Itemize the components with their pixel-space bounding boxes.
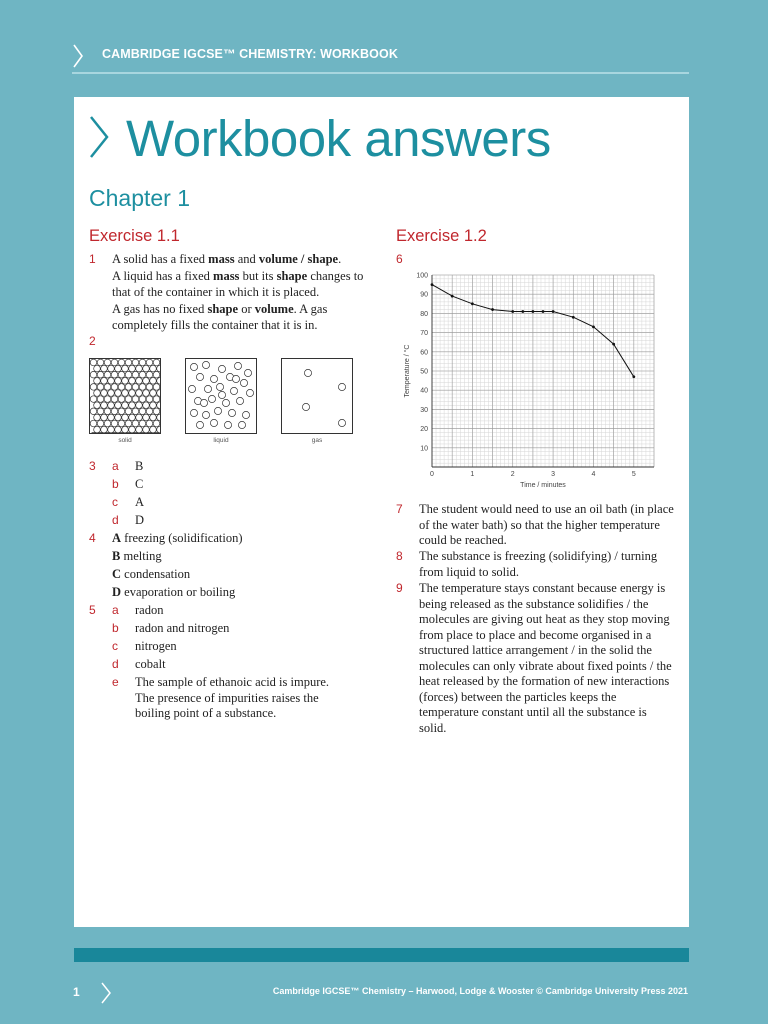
liquid-particle bbox=[200, 399, 207, 406]
solid-particle bbox=[122, 390, 129, 397]
solid-particle bbox=[125, 420, 132, 427]
q3d-answer: D bbox=[135, 513, 145, 527]
liquid-particle bbox=[222, 399, 229, 406]
solid-particle bbox=[90, 359, 97, 366]
solid-particle bbox=[146, 371, 153, 378]
q4-line-b: B melting bbox=[112, 549, 162, 563]
solid-particle bbox=[157, 402, 160, 409]
data-point bbox=[612, 343, 615, 346]
data-point bbox=[521, 310, 524, 313]
solid-particle bbox=[150, 365, 157, 372]
q3b-answer: C bbox=[135, 477, 144, 491]
q5b-answer: radon and nitrogen bbox=[135, 621, 230, 635]
y-tick-label: 90 bbox=[420, 291, 428, 299]
y-axis-label: Temperature / °C bbox=[404, 344, 411, 398]
liquid-particle bbox=[224, 421, 231, 428]
page-panel bbox=[74, 97, 689, 927]
solid-particle bbox=[94, 365, 101, 372]
chevron-right-icon bbox=[100, 982, 112, 1004]
solid-particle bbox=[118, 420, 125, 427]
liquid-particle bbox=[196, 421, 203, 428]
solid-particle bbox=[143, 402, 150, 409]
solid-particle bbox=[136, 402, 143, 409]
solid-particle bbox=[101, 365, 108, 372]
solid-particle bbox=[129, 402, 136, 409]
data-point bbox=[632, 375, 635, 378]
solid-particle bbox=[97, 396, 104, 403]
solid-particle bbox=[115, 378, 122, 385]
solid-particle bbox=[94, 426, 101, 433]
y-tick-label: 50 bbox=[420, 368, 428, 376]
solid-particle bbox=[122, 426, 129, 433]
solid-particle bbox=[118, 359, 125, 366]
solid-particle bbox=[125, 371, 132, 378]
solid-particle bbox=[108, 426, 115, 433]
solid-particle bbox=[136, 426, 143, 433]
solid-particle bbox=[97, 420, 104, 427]
solid-particle bbox=[104, 371, 111, 378]
q1-gas-line: A gas has no fixed shape or volume. A gas completely fills the container that it is in. bbox=[112, 302, 328, 332]
liquid-particle bbox=[202, 361, 209, 368]
solid-particle bbox=[118, 396, 125, 403]
solid-particle bbox=[143, 414, 150, 421]
liquid-particle bbox=[216, 383, 223, 390]
q5a-letter: a bbox=[112, 603, 119, 617]
solid-particle bbox=[115, 390, 122, 397]
solid-particle bbox=[97, 384, 104, 391]
solid-particle bbox=[129, 390, 136, 397]
solid-particle bbox=[90, 396, 97, 403]
solid-particle bbox=[157, 414, 160, 421]
q3a-answer: B bbox=[135, 459, 144, 473]
x-tick-label: 1 bbox=[470, 471, 475, 478]
q4-line-d: D evaporation or boiling bbox=[112, 585, 236, 599]
solid-particle bbox=[115, 426, 122, 433]
solid-particle bbox=[153, 396, 160, 403]
liquid-particle bbox=[204, 385, 211, 392]
solid-particle bbox=[157, 390, 160, 397]
solid-particle bbox=[150, 402, 157, 409]
solid-particle bbox=[139, 420, 146, 427]
solid-particle bbox=[125, 359, 132, 366]
data-point bbox=[451, 295, 454, 298]
liquid-particle bbox=[232, 375, 239, 382]
solid-particle bbox=[108, 402, 115, 409]
q9-number: 9 bbox=[396, 581, 403, 595]
y-tick-label: 20 bbox=[420, 426, 428, 434]
solid-particle bbox=[146, 384, 153, 391]
solid-particle bbox=[153, 420, 160, 427]
solid-particle bbox=[132, 371, 139, 378]
solid-particle bbox=[97, 408, 104, 415]
liquid-particle bbox=[210, 375, 217, 382]
solid-particle bbox=[104, 396, 111, 403]
running-header bbox=[72, 40, 689, 74]
liquid-particle bbox=[230, 387, 237, 394]
solid-particle bbox=[136, 378, 143, 385]
solid-particle bbox=[146, 359, 153, 366]
solid-particle bbox=[146, 396, 153, 403]
solid-particle bbox=[129, 426, 136, 433]
footer-credit: Cambridge IGCSE™ Chemistry – Harwood, Lodge & Wooster © Cambridge University Press 2021 bbox=[272, 986, 688, 996]
solid-particles bbox=[90, 359, 160, 433]
page-number: 1 bbox=[73, 985, 80, 999]
x-tick-label: 2 bbox=[510, 471, 515, 478]
liquid-particle bbox=[246, 389, 253, 396]
q4-line-a: A freezing (solidification) bbox=[112, 531, 243, 545]
q1-number: 1 bbox=[89, 252, 96, 266]
data-point bbox=[491, 308, 494, 311]
q3d-letter: d bbox=[112, 513, 119, 527]
gas-diagram bbox=[281, 358, 353, 434]
solid-particle bbox=[157, 426, 160, 433]
solid-particle bbox=[136, 390, 143, 397]
solid-particle bbox=[143, 378, 150, 385]
y-tick-label: 100 bbox=[416, 272, 428, 280]
solid-particle bbox=[108, 414, 115, 421]
solid-particle bbox=[111, 371, 118, 378]
solid-particle bbox=[139, 408, 146, 415]
solid-particle bbox=[153, 371, 160, 378]
q7-number: 7 bbox=[396, 502, 403, 516]
solid-particle bbox=[153, 384, 160, 391]
q3b-letter: b bbox=[112, 477, 119, 491]
solid-particle bbox=[146, 408, 153, 415]
solid-particle bbox=[90, 371, 97, 378]
solid-particle bbox=[108, 390, 115, 397]
solid-particle bbox=[129, 378, 136, 385]
q6-number: 6 bbox=[396, 252, 403, 266]
y-tick-label: 30 bbox=[420, 406, 428, 414]
solid-particle bbox=[101, 378, 108, 385]
data-point bbox=[542, 310, 545, 313]
solid-particle bbox=[115, 402, 122, 409]
solid-particle bbox=[115, 414, 122, 421]
liquid-particle bbox=[236, 397, 243, 404]
solid-particle bbox=[153, 408, 160, 415]
liquid-particle bbox=[228, 409, 235, 416]
q3-number: 3 bbox=[89, 459, 96, 473]
solid-particle bbox=[136, 365, 143, 372]
x-axis-label: Time / minutes bbox=[520, 482, 566, 489]
solid-particle bbox=[101, 390, 108, 397]
q5e-answer: The sample of ethanoic acid is impure. The presence of impurities raises the boiling point of a substance. bbox=[135, 675, 330, 720]
gas-particle bbox=[338, 383, 345, 390]
q3c-letter: c bbox=[112, 495, 118, 509]
gas-particle bbox=[338, 419, 345, 426]
gas-particles bbox=[282, 359, 352, 433]
data-point bbox=[532, 310, 535, 313]
liquid-particle bbox=[188, 385, 195, 392]
gas-particle bbox=[302, 403, 309, 410]
solid-particle bbox=[132, 408, 139, 415]
solid-particle bbox=[104, 408, 111, 415]
solid-particle bbox=[94, 378, 101, 385]
q5-number: 5 bbox=[89, 603, 96, 617]
solid-particle bbox=[132, 359, 139, 366]
liquid-particle bbox=[214, 407, 221, 414]
solid-particle bbox=[125, 408, 132, 415]
y-tick-label: 60 bbox=[420, 349, 428, 357]
q1-solid-line: A solid has a fixed mass and volume / shape. bbox=[112, 252, 342, 266]
solid-particle bbox=[118, 408, 125, 415]
solid-particle bbox=[143, 365, 150, 372]
q5a-answer: radon bbox=[135, 603, 164, 617]
q8-number: 8 bbox=[396, 549, 403, 563]
q5c-letter: c bbox=[112, 639, 118, 653]
solid-particle bbox=[118, 384, 125, 391]
q5e-letter: e bbox=[112, 675, 119, 689]
q4-number: 4 bbox=[89, 531, 96, 545]
solid-particle bbox=[90, 408, 97, 415]
liquid-particle bbox=[190, 363, 197, 370]
cooling-curve-chart bbox=[396, 267, 658, 492]
data-point bbox=[572, 316, 575, 319]
solid-particle bbox=[97, 359, 104, 366]
gas-particle bbox=[304, 369, 311, 376]
solid-particle bbox=[97, 371, 104, 378]
solid-particle bbox=[101, 426, 108, 433]
solid-particle bbox=[125, 396, 132, 403]
liquid-particle bbox=[208, 395, 215, 402]
y-tick-label: 10 bbox=[420, 445, 428, 453]
liquid-particle bbox=[196, 373, 203, 380]
gas-label: gas bbox=[311, 437, 323, 444]
liquid-particle bbox=[190, 409, 197, 416]
solid-particle bbox=[150, 378, 157, 385]
solid-particle bbox=[122, 365, 129, 372]
solid-particle bbox=[136, 414, 143, 421]
liquid-particle bbox=[218, 391, 225, 398]
x-tick-label: 5 bbox=[631, 471, 636, 478]
solid-particle bbox=[132, 420, 139, 427]
solid-particle bbox=[139, 384, 146, 391]
x-tick-label: 4 bbox=[591, 471, 596, 478]
data-point bbox=[592, 325, 595, 328]
liquid-particle bbox=[202, 411, 209, 418]
page-title-text: Workbook answers bbox=[126, 110, 551, 167]
solid-particle bbox=[139, 396, 146, 403]
solid-particle bbox=[150, 390, 157, 397]
liquid-particle bbox=[210, 419, 217, 426]
solid-particle bbox=[111, 420, 118, 427]
chapter-heading: Chapter 1 bbox=[89, 185, 191, 211]
solid-particle bbox=[129, 414, 136, 421]
solid-particle bbox=[118, 371, 125, 378]
solid-particle bbox=[101, 402, 108, 409]
solid-particle bbox=[157, 378, 160, 385]
solid-particle bbox=[150, 426, 157, 433]
liquid-particle bbox=[218, 365, 225, 372]
solid-label: solid bbox=[118, 437, 132, 444]
q3a-letter: a bbox=[112, 459, 119, 473]
solid-particle bbox=[129, 365, 136, 372]
q4-line-c: C condensation bbox=[112, 567, 191, 581]
solid-particle bbox=[139, 371, 146, 378]
q8-answer: The substance is freezing (solidifying) / turning from liquid to solid. bbox=[419, 549, 658, 579]
y-tick-label: 80 bbox=[420, 310, 428, 318]
liquid-particle bbox=[240, 379, 247, 386]
solid-particle bbox=[122, 378, 129, 385]
solid-particle bbox=[153, 359, 160, 366]
liquid-diagram bbox=[185, 358, 257, 434]
y-tick-label: 70 bbox=[420, 330, 428, 338]
y-tick-label: 40 bbox=[420, 387, 428, 395]
liquid-particle bbox=[238, 421, 245, 428]
liquid-particle bbox=[244, 369, 251, 376]
solid-particle bbox=[108, 378, 115, 385]
solid-particle bbox=[125, 384, 132, 391]
solid-particle bbox=[146, 420, 153, 427]
solid-particle bbox=[104, 359, 111, 366]
solid-particle bbox=[94, 414, 101, 421]
exercise-1-2-heading: Exercise 1.2 bbox=[396, 227, 487, 245]
q1-liquid-line: A liquid has a fixed mass but its shape changes to that of the container in which it is placed. bbox=[112, 269, 364, 299]
data-point bbox=[552, 310, 555, 313]
data-point bbox=[511, 310, 514, 313]
q3c-answer: A bbox=[135, 495, 145, 509]
x-tick-label: 3 bbox=[551, 471, 556, 478]
solid-particle bbox=[101, 414, 108, 421]
data-point bbox=[471, 302, 474, 305]
q5c-answer: nitrogen bbox=[135, 639, 177, 653]
solid-particle bbox=[150, 414, 157, 421]
chevron-right-icon bbox=[72, 44, 84, 68]
chevron-right-icon bbox=[88, 115, 110, 159]
q5d-letter: d bbox=[112, 657, 119, 671]
solid-particle bbox=[90, 384, 97, 391]
solid-particle bbox=[115, 365, 122, 372]
liquid-particles bbox=[186, 359, 256, 433]
solid-diagram bbox=[89, 358, 161, 434]
solid-particle bbox=[111, 396, 118, 403]
solid-particle bbox=[111, 359, 118, 366]
solid-particle bbox=[132, 384, 139, 391]
q2-number: 2 bbox=[89, 334, 96, 348]
x-tick-label: 0 bbox=[430, 471, 434, 478]
data-point bbox=[431, 283, 434, 286]
q5b-letter: b bbox=[112, 621, 119, 635]
solid-particle bbox=[108, 365, 115, 372]
liquid-label: liquid bbox=[213, 437, 229, 444]
solid-particle bbox=[94, 402, 101, 409]
solid-particle bbox=[104, 384, 111, 391]
footer-band bbox=[74, 948, 689, 962]
liquid-particle bbox=[234, 362, 241, 369]
solid-particle bbox=[143, 426, 150, 433]
solid-particle bbox=[139, 359, 146, 366]
solid-particle bbox=[157, 365, 160, 372]
solid-particle bbox=[143, 390, 150, 397]
solid-particle bbox=[122, 402, 129, 409]
solid-particle bbox=[104, 420, 111, 427]
solid-particle bbox=[111, 408, 118, 415]
q9-answer: The temperature stays constant because energy is being released as the substance solidifies / the molecules are giving out heat as they stop moving from place to place and become organised in a structured lattice arrangement / in the solid the molecules can only vibrate about fixed points / the heat released by the formation of new interactions (forces) between the particles keeps the temperature constant until all the substance is solid. bbox=[419, 581, 672, 735]
q5d-answer: cobalt bbox=[135, 657, 166, 671]
header-title: CAMBRIDGE IGCSE™ CHEMISTRY: WORKBOOK bbox=[102, 47, 398, 61]
liquid-particle bbox=[242, 411, 249, 418]
solid-particle bbox=[94, 390, 101, 397]
solid-particle bbox=[111, 384, 118, 391]
solid-particle bbox=[90, 420, 97, 427]
q7-answer: The student would need to use an oil bath (in place of the water bath) so that the higher temperature could be reached. bbox=[419, 502, 674, 547]
solid-particle bbox=[122, 414, 129, 421]
exercise-1-1-heading: Exercise 1.1 bbox=[89, 227, 180, 245]
solid-particle bbox=[132, 396, 139, 403]
